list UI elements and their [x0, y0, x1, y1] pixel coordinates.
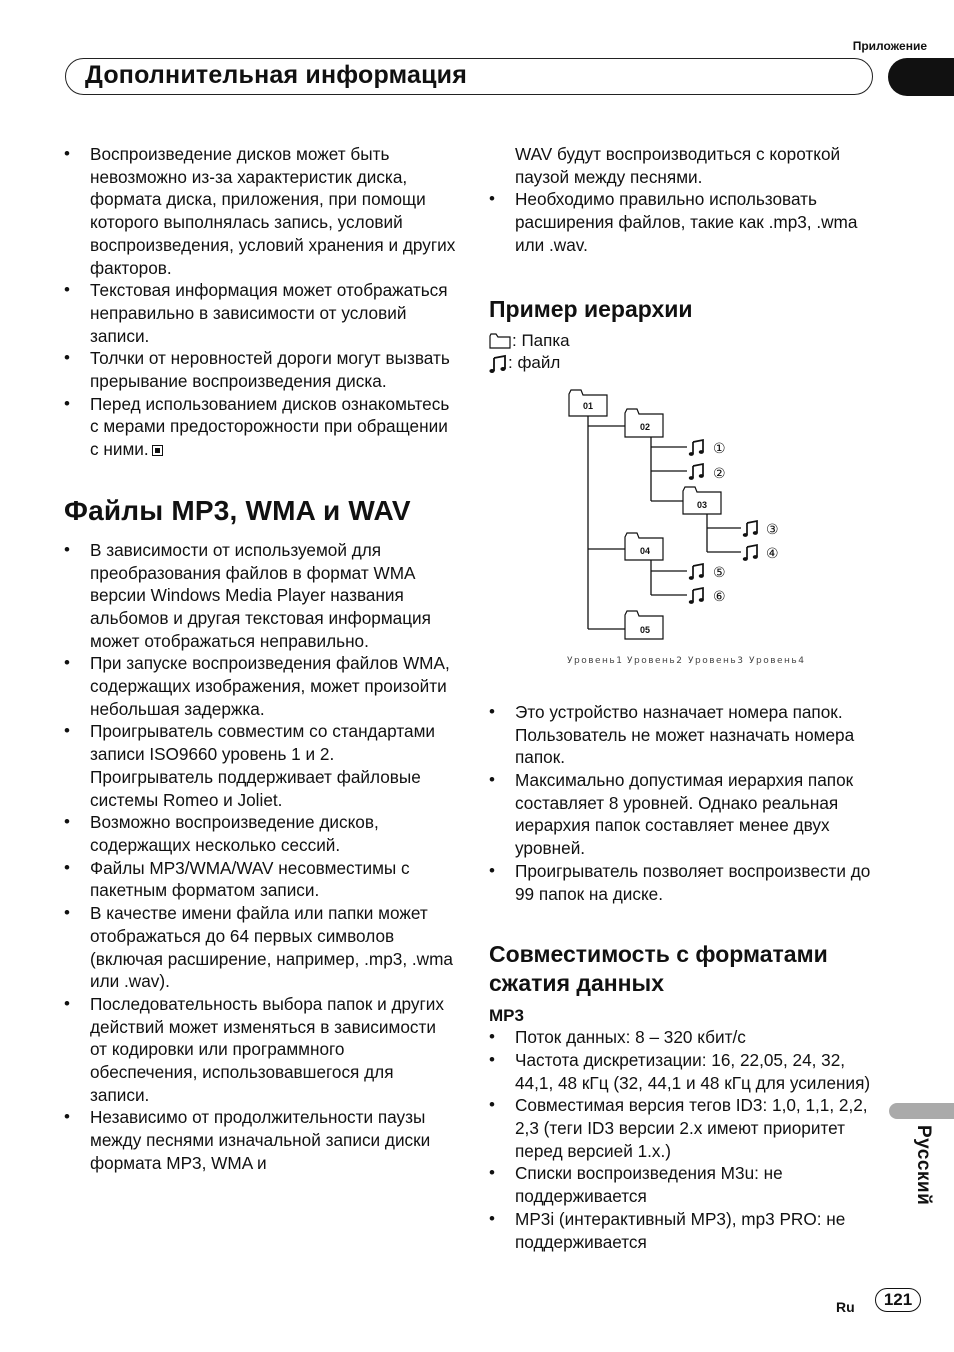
- folder-01-label: 01: [583, 401, 594, 411]
- file-3-label: ③: [766, 522, 779, 538]
- file-2-icon: [689, 464, 704, 480]
- list-item-text: Перед использованием дисков ознакомьтесь с мерами предосторожности при обращении с ними.: [90, 393, 450, 460]
- list-item: • Списки воспроизведения M3u: не поддерживается: [489, 1162, 884, 1207]
- folder-02-icon: [625, 409, 663, 437]
- file-1-label: ①: [713, 441, 726, 457]
- file-1-icon: [689, 440, 704, 456]
- file-3-icon: [743, 521, 758, 537]
- continued-list: [489, 143, 884, 257]
- list-item: • Это устройство назначает номера папок. Пользователь не может назначать номера папок.: [489, 701, 884, 769]
- list-item: • Толчки от неровностей дороги могут вызвать прерывание воспроизведения диска.: [64, 347, 456, 392]
- folder-01-icon: [569, 390, 607, 416]
- level-2-label: Уровень2: [627, 656, 684, 666]
- list-item: • Частота дискретизации: 16, 22,05, 24, 32, 44,1, 48 кГц (32, 44,1 и 48 кГц для усиления): [489, 1049, 884, 1094]
- files-list: [64, 539, 456, 1175]
- footer-language-code: Ru: [836, 1299, 855, 1315]
- file-2-label: ②: [713, 466, 726, 482]
- list-item: • Возможно воспроизведение дисков, содержащих несколько сессий.: [64, 811, 456, 856]
- level-3-label: Уровень3: [688, 656, 745, 666]
- hierarchy-list: [489, 701, 884, 905]
- list-item: • Проигрыватель позволяет воспроизвести до 99 папок на диске.: [489, 860, 884, 905]
- list-item: • Необходимо правильно использовать расширения файлов, такие как .mp3, .wma или .wav.: [489, 188, 884, 256]
- language-label: Русский: [913, 1125, 934, 1206]
- file-4-icon: [743, 545, 758, 561]
- end-mark-icon: [152, 445, 163, 456]
- section-title-mp3-wma-wav: Файлы MP3, WMA и WAV: [64, 494, 411, 526]
- list-item: • Максимально допустимая иерархия папок составляет 8 уровней. Однако реальная иерархия папок составляет менее двух уровней.: [489, 769, 884, 860]
- legend-file: [489, 352, 884, 375]
- file-5-icon: [689, 564, 704, 580]
- folder-05-icon: [625, 611, 663, 639]
- folder-icon: [489, 333, 511, 349]
- hierarchy-diagram: [561, 383, 811, 673]
- legend-folder-label: : Папка: [512, 330, 570, 350]
- list-item: • Воспроизведение дисков может быть невозможно из-за характеристик диска, формата диска, приложения, при помощи которого выполнялась запись, условий воспроизведения, условий хранения и других факторов.: [64, 143, 456, 279]
- list-item: • В качестве имени файла или папки может отображаться до 64 первых символов (включая расширение, например, .mp3, .wma или .wav).: [64, 902, 456, 993]
- right-column: [489, 143, 884, 1253]
- list-item: • Последовательность выбора папок и других действий может изменяться в зависимости от кодировки или программного обеспечения, использовавшегося для записи.: [64, 993, 456, 1107]
- music-note-icon: [489, 354, 507, 374]
- list-item: [64, 393, 456, 461]
- folder-03-label: 03: [697, 500, 708, 510]
- list-item: • MP3i (интерактивный MP3), mp3 PRO: не поддерживается: [489, 1208, 884, 1253]
- intro-list: [64, 143, 456, 461]
- file-6-icon: [689, 588, 704, 604]
- file-4-label: ④: [766, 546, 779, 562]
- left-column: [64, 143, 456, 1175]
- list-item: • Файлы MP3/WMA/WAV несовместимы с пакетным форматом записи.: [64, 857, 456, 902]
- language-tab: [889, 1103, 954, 1119]
- list-item: • Независимо от продолжительности паузы между песнями изначальной записи диски формата MP3, WMA и: [64, 1106, 456, 1174]
- list-item: • Проигрыватель совместим со стандартами записи ISO9660 уровень 1 и 2. Проигрыватель поддерживает файловые системы Romeo и Joliet.: [64, 720, 456, 811]
- level-4-label: Уровень4: [749, 656, 806, 666]
- compat-heading-line1: Совместимость с форматами: [489, 941, 828, 968]
- legend-folder: [489, 330, 884, 353]
- compat-heading: [489, 940, 884, 998]
- list-item-continued: WAV будут воспроизводиться с короткой паузой между песнями.: [515, 144, 841, 187]
- folder-03-icon: [683, 487, 721, 514]
- folder-04-label: 04: [640, 546, 651, 556]
- mp3-subheading: MP3: [489, 1006, 524, 1026]
- level-1-label: Уровень1: [567, 656, 624, 666]
- list-item: • Поток данных: 8 – 320 кбит/с: [489, 1026, 884, 1049]
- list-item: • Совместимая версия тегов ID3: 1,0, 1,1, 2,2, 2,3 (теги ID3 версии 2.x имеют приоритет перед версией 1.x.): [489, 1094, 884, 1162]
- section-tab: [888, 58, 954, 96]
- folder-02-label: 02: [640, 422, 651, 432]
- legend-file-label: : файл: [508, 353, 561, 373]
- file-5-label: ⑤: [713, 565, 726, 581]
- folder-05-label: 05: [640, 625, 651, 635]
- list-item: • В зависимости от используемой для преобразования файлов в формат WMA версии Windows Media Player названия альбомов и другая текстовая информация может отображаться неправильно.: [64, 539, 456, 653]
- mp3-list: [489, 1026, 884, 1253]
- file-6-label: ⑥: [713, 589, 726, 605]
- hierarchy-heading: Пример иерархии: [489, 295, 693, 322]
- list-item: • Текстовая информация может отображаться неправильно в зависимости от условий записи.: [64, 279, 456, 347]
- folder-04-icon: [625, 533, 663, 560]
- page-header-title: Дополнительная информация: [85, 61, 468, 89]
- compat-heading-line2: сжатия данных: [489, 970, 664, 997]
- appendix-label: Приложение: [852, 39, 927, 53]
- page-number: 121: [875, 1288, 921, 1312]
- list-item: • При запуске воспроизведения файлов WMA, содержащих изображения, может произойти небольшая задержка.: [64, 652, 456, 720]
